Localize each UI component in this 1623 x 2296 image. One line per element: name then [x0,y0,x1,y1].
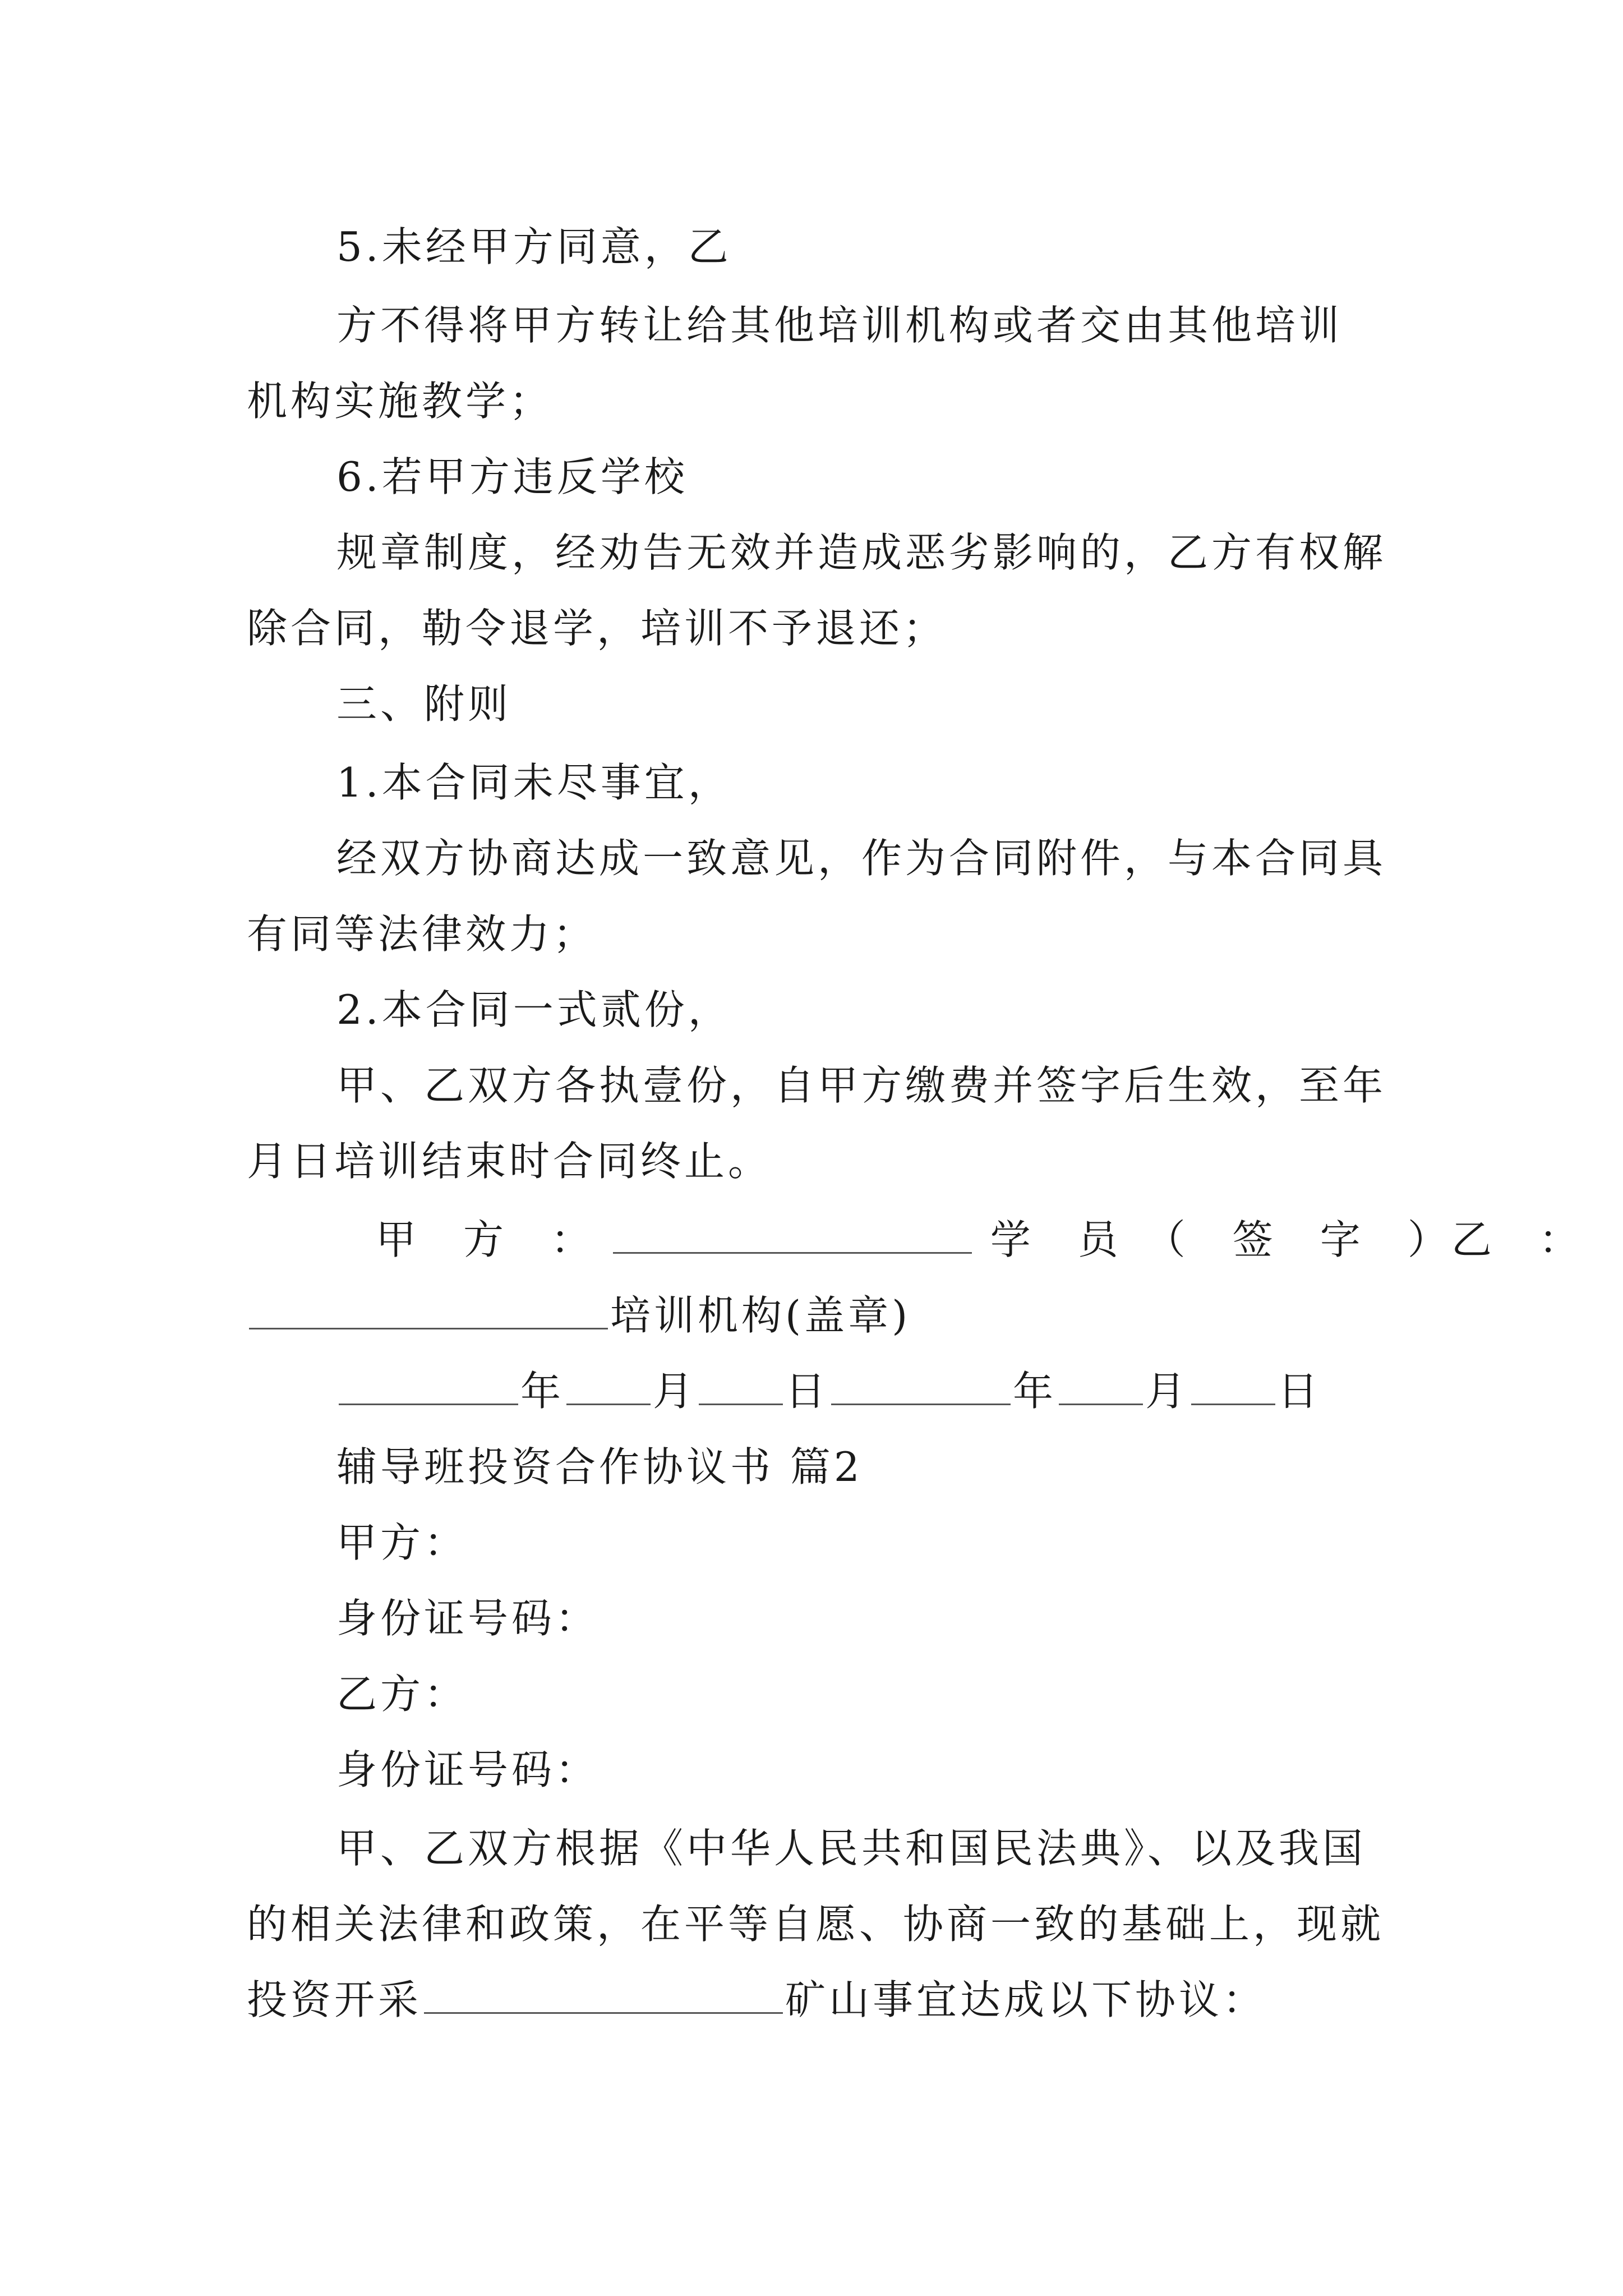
year-blank-2 [831,1369,1011,1405]
day-blank-2 [1191,1369,1275,1405]
year-label-1: 年 [520,1368,565,1415]
month-label-1: 月 [653,1368,697,1415]
appendix-2-end: 月日培训结束时合同终止。 [247,1138,772,1185]
mine-name-blank [424,1977,783,2014]
month-label-2: 月 [1145,1368,1189,1415]
year-label-2: 年 [1013,1368,1057,1415]
document-page [247,0,1583,2296]
clause-5-body: 方不得将甲方转让给其他培训机构或者交由其他培训 [336,302,1343,349]
clause-5-start: 5.未经甲方同意，乙 [336,223,732,270]
clause-6-start: 6.若甲方违反学校 [336,453,688,500]
appendix-1-start: 1.本合同未尽事宜， [336,759,732,806]
party-b-id-field: 身份证号码： [336,1746,600,1793]
clause-5-end: 机构实施教学； [247,378,554,425]
agreement-intro-3 [247,1972,1266,2028]
signature-row [376,1212,1583,1268]
month-blank-1 [566,1369,651,1405]
year-blank-1 [339,1369,518,1405]
agreement-intro-3-start: 投资开采 [247,1976,422,2023]
document-title-part-2: 辅导班投资合作协议书 篇2 [336,1443,863,1490]
day-label-1: 日 [785,1368,829,1415]
appendix-1-end: 有同等法律效力； [247,910,597,958]
agreement-intro-3-end: 矿山事宜达成以下协议： [785,1976,1267,2023]
month-blank-2 [1059,1369,1143,1405]
appendix-1-body: 经双方协商达成一致意见，作为合同附件，与本合同具 [336,835,1387,882]
party-a-blank [613,1217,972,1254]
section-heading-appendix: 三、附则 [336,680,512,728]
party-b-label: 乙 ： [1451,1216,1583,1263]
party-b-blank [249,1293,608,1329]
day-blank-1 [699,1369,783,1405]
party-b-field: 乙方： [336,1671,468,1718]
clause-6-end: 除合同，勒令退学，培训不予退还； [247,605,947,652]
agreement-intro-1: 甲、乙双方根据《中华人民共和国民法典》、以及我国 [336,1825,1367,1872]
appendix-2-body: 甲、乙双方各执壹份，自甲方缴费并签字后生效，至年 [336,1062,1387,1109]
party-a-field: 甲方： [336,1519,468,1566]
day-label-2: 日 [1278,1368,1322,1415]
party-a-label: 甲 方 ： [376,1216,595,1263]
party-a-id-field: 身份证号码： [336,1595,600,1642]
appendix-2-start: 2.本合同一式贰份， [336,986,732,1033]
clause-6-body: 规章制度，经劝告无效并造成恶劣影响的，乙方有权解 [336,529,1387,576]
date-row [336,1363,1321,1419]
student-sign-label: 学 员 （ 签 字 ） [990,1216,1451,1263]
agreement-intro-2: 的相关法律和政策，在平等自愿、协商一致的基础上，现就 [247,1901,1385,1948]
institution-label: 培训机构(盖章) [610,1292,911,1339]
institution-row [247,1287,911,1343]
